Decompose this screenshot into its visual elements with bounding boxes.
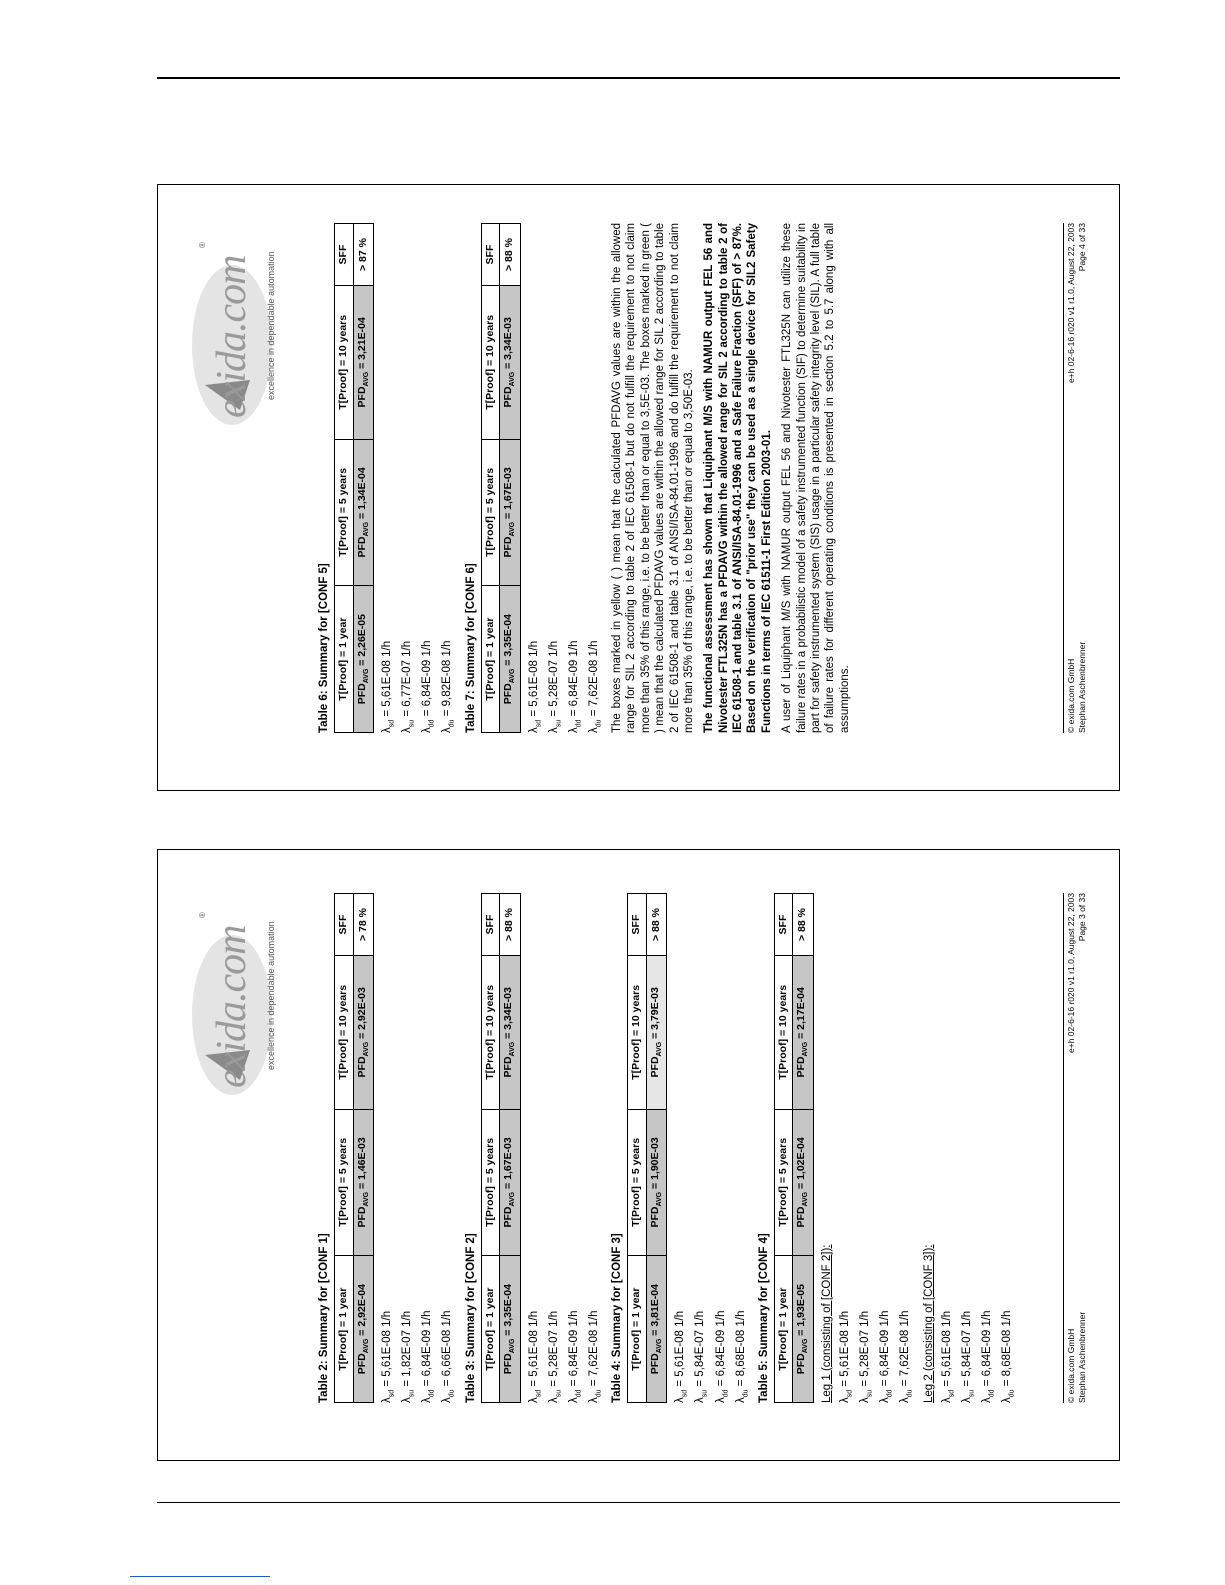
pfd-cell: $PFD_{AVG} = 2,92E-03$	[353, 956, 374, 1109]
lambda-sd: $\lambda_{sd} = 5,61E-08$ 1/h	[527, 640, 543, 733]
col-header: T[Proof] = 10 years	[774, 956, 792, 1109]
pfd-cell: $PFD_{AVG} = 2,26E-05$	[353, 586, 374, 733]
sff-cell: > 88 %	[500, 894, 521, 956]
pfd-cell: $PFD_{AVG} = 3,34E-03$	[500, 956, 521, 1109]
sff-cell: > 78 %	[353, 894, 374, 956]
col-header: T[Proof] = 5 years	[335, 439, 353, 586]
col-header: T[Proof] = 10 years	[335, 286, 353, 439]
page-footer	[1063, 223, 1087, 733]
col-header: T[Proof] = 5 years	[481, 1109, 499, 1256]
col-header: T[Proof] = 1 year	[335, 586, 353, 733]
col-header: T[Proof] = 5 years	[335, 1109, 353, 1256]
exida-logo	[180, 900, 290, 1110]
lambda-list	[527, 223, 604, 733]
lambda-dd: $\lambda_{dd} = 6,84E-09$ 1/h	[714, 1310, 729, 1403]
lambda-dd: $\lambda_{dd} = 6,84E-09$ 1/h	[421, 1310, 436, 1403]
logo-registered: ®	[198, 912, 207, 918]
pfd-cell: $PFD_{AVG} = 1,90E-03$	[646, 1109, 667, 1256]
footer-right: e+h 02-6-16 r020 v1 r1.0, August 22, 2003 Page 3 of 33	[1066, 893, 1087, 1053]
pfd-cell: $PFD_{AVG} = 3,34E-03$	[500, 286, 521, 439]
col-header: T[Proof] = 1 year	[774, 1256, 792, 1403]
col-header: SFF	[481, 224, 499, 286]
body-paragraph: A user of Liquiphant M/S with NAMUR output FEL 56 and Nivotester FTL325N can utilize these failure rates in a probabilistic model of a safety instrumented function (SIF) to determine suitability in part for safety instrumented system (SIS) usage in a particular safety integrity level (SIL). A full table of failure rates for different operating conditions is presented in section 5.2 to 5.7 along with all assumptions.	[781, 223, 851, 733]
footer-left: © exida.com GmbH Stephan Aschenbrenner	[1066, 1311, 1087, 1403]
col-header: T[Proof] = 10 years	[335, 956, 353, 1109]
table-caption: Table 6: Summary for [CONF 5]	[318, 563, 330, 733]
lambda-su: $\lambda_{su} = 1,82E-07$ 1/h	[401, 1310, 416, 1403]
page-3-frame	[157, 849, 1120, 1461]
page-4-body	[313, 223, 858, 733]
col-header: SFF	[481, 894, 499, 956]
lambda-sd: $\lambda_{sd} = 5,61E-08$ 1/h	[381, 640, 396, 733]
pfd-cell: $PFD_{AVG} = 3,35E-04$	[500, 586, 521, 733]
sff-cell: > 88 %	[793, 894, 814, 956]
page-footer	[1063, 893, 1087, 1403]
exida-logo	[180, 230, 290, 440]
pfd-cell: $PFD_{AVG} = 3,35E-04$	[500, 1256, 521, 1403]
pfd-cell: $PFD_{AVG} = 3,79E-03$	[646, 956, 667, 1109]
lambda-dd: $\lambda_{dd} = 6,84E-09$ 1/h	[567, 640, 583, 733]
table-caption: Table 3: Summary for [CONF 2]	[464, 1233, 477, 1403]
col-header: T[Proof] = 10 years	[481, 956, 499, 1109]
table-caption: Table 5: Summary for [CONF 4]	[757, 1233, 770, 1403]
logo-wordmark: exida.com	[209, 925, 255, 1088]
lambda-sd: $\lambda_{sd} = 5,61E-08$ 1/h	[381, 1310, 396, 1403]
pfd-cell: $PFD_{AVG} = 1,93E-05$	[793, 1256, 814, 1403]
logo-registered: ®	[198, 242, 207, 248]
lambda-list	[838, 893, 915, 1403]
lambda-su: $\lambda_{su} = 5,28E-07$ 1/h	[547, 1310, 563, 1403]
sff-cell: > 87 %	[353, 224, 374, 286]
lambda-su: $\lambda_{su} = 6,77E-07$ 1/h	[401, 640, 416, 733]
lambda-su: $\lambda_{su} = 5,84E-07$ 1/h	[960, 1310, 976, 1403]
sff-cell: > 88 %	[646, 894, 667, 956]
pfd-cell: $PFD_{AVG} = 3,21E-04$	[353, 286, 374, 439]
body-paragraph: The boxes marked in yellow ( ) mean that the calculated PFDAVG values are within the allowed range for SIL 2 according to table 2 of IEC 61508-1 but do not fulfill the requirement to not claim more than 35% of this range, i.e. to be better than or equal to 3,5E-03. The boxes marked in green ( ) mean that the calculated PFDAVG values are within the allowed range for SIL 2 according to table 2 of IEC 61508-1 and table 3.1 of ANSI/ISA-84.01-1996 and do fulfill the requirement to not claim more than 35% of this range, i.e. to be better than or equal to 3,50E-03.	[611, 223, 695, 733]
pfd-cell: $PFD_{AVG} = 1,67E-03$	[500, 1109, 521, 1256]
col-header: SFF	[774, 894, 792, 956]
page-4-frame	[157, 184, 1120, 791]
summary-table	[334, 223, 374, 733]
leg-heading: Leg 1 (consisting of [CONF 2]):	[820, 1244, 833, 1403]
conclusion-paragraph: The functional assessment has shown that Liquiphant M/S with NAMUR output FEL 56 and Nivotester FTL325N has a PFDAVG within the allowed range for SIL 2 according to table 2 of IEC 61508-1 and table 3.1 of ANSI/ISA-84.01-1996 and a Safe Failure Fraction (SFF) of > 87%. Based on the verification of "prior use" they can be used as a single device for SIL2 Safety Functions in terms of IEC 61511-1 First Edition 2003-01.	[703, 223, 773, 733]
lambda-du: $\lambda_{du} = 7,62E-08$ 1/h	[588, 640, 603, 733]
summary-table	[774, 893, 814, 1403]
lambda-du: $\lambda_{du} = 7,62E-08$ 1/h	[899, 1310, 914, 1403]
col-header: T[Proof] = 1 year	[481, 1256, 499, 1403]
lambda-dd: $\lambda_{dd} = 6,84E-09$ 1/h	[879, 1310, 894, 1403]
col-header: SFF	[335, 894, 353, 956]
pfd-cell: $PFD_{AVG} = 2,92E-04$	[353, 1256, 374, 1403]
table-caption: Table 2: Summary for [CONF 1]	[318, 1233, 330, 1403]
lambda-du: $\lambda_{du} = 8,68E-08$ 1/h	[734, 1310, 749, 1403]
logo-tagline: excellence in dependable automation	[266, 921, 276, 1070]
summary-table	[627, 893, 667, 1403]
summary-table	[481, 223, 521, 733]
lambda-sd: $\lambda_{sd} = 5,61E-08$ 1/h	[940, 1310, 956, 1403]
col-header: T[Proof] = 5 years	[774, 1109, 792, 1256]
lambda-list	[527, 893, 604, 1403]
pfd-cell: $PFD_{AVG} = 3,81E-04$	[646, 1256, 667, 1403]
footer-right: e+h 02-6-16 r020 v1 r1.0, August 22, 2003 Page 4 of 33	[1066, 223, 1087, 383]
lambda-sd: $\lambda_{sd} = 5,61E-08$ 1/h	[674, 1310, 689, 1403]
lambda-du: $\lambda_{du} = 7,62E-08$ 1/h	[588, 1310, 603, 1403]
footer-rule	[157, 1502, 1120, 1503]
col-header: T[Proof] = 1 year	[628, 1256, 646, 1403]
col-header: T[Proof] = 5 years	[628, 1109, 646, 1256]
logo-tagline: excellence in dependable automation	[266, 251, 276, 400]
summary-table	[481, 893, 521, 1403]
pfd-cell: $PFD_{AVG} = 1,02E-04$	[793, 1109, 814, 1256]
col-header: T[Proof] = 1 year	[481, 586, 499, 733]
page-3-body	[313, 893, 1023, 1403]
lambda-list	[673, 893, 750, 1403]
col-header: SFF	[335, 224, 353, 286]
col-header: T[Proof] = 10 years	[481, 286, 499, 439]
page-3	[158, 850, 1119, 1460]
footnote-separator	[130, 1576, 270, 1577]
lambda-list	[380, 893, 457, 1403]
lambda-du: $\lambda_{du} = 9,82E-08$ 1/h	[441, 640, 456, 733]
header-rule	[157, 77, 1120, 79]
logo-wordmark: exida.com	[209, 255, 255, 418]
lambda-su: $\lambda_{su} = 5,28E-07$ 1/h	[859, 1310, 874, 1403]
lambda-list	[380, 223, 457, 733]
pfd-cell: $PFD_{AVG} = 2,17E-04$	[793, 956, 814, 1109]
lambda-du: $\lambda_{du} = 6,66E-08$ 1/h	[441, 1310, 456, 1403]
lambda-dd: $\lambda_{dd} = 6,84E-09$ 1/h	[980, 1310, 996, 1403]
lambda-sd: $\lambda_{sd} = 5,61E-08$ 1/h	[839, 1310, 854, 1403]
summary-table	[334, 893, 374, 1403]
leg-heading: Leg 2 (consisting of [CONF 3]):	[922, 1244, 935, 1403]
lambda-su: $\lambda_{su} = 5,28E-07$ 1/h	[547, 640, 563, 733]
table-caption: Table 4: Summary for [CONF 3]	[611, 1233, 624, 1403]
pfd-cell: $PFD_{AVG} = 1,46E-03$	[353, 1109, 374, 1256]
pfd-cell: $PFD_{AVG} = 1,34E-04$	[353, 439, 374, 586]
col-header: T[Proof] = 1 year	[335, 1256, 353, 1403]
lambda-list	[940, 893, 1017, 1403]
lambda-dd: $\lambda_{dd} = 6,84E-09$ 1/h	[567, 1310, 583, 1403]
lambda-su: $\lambda_{su} = 5,84E-07$ 1/h	[694, 1310, 709, 1403]
footer-left: © exida.com GmbH Stephan Aschenbrenner	[1066, 641, 1087, 733]
lambda-dd: $\lambda_{dd} = 6,84E-09$ 1/h	[421, 640, 436, 733]
table-caption: Table 7: Summary for [CONF 6]	[464, 563, 477, 733]
lambda-sd: $\lambda_{sd} = 5,61E-08$ 1/h	[527, 1310, 543, 1403]
col-header: T[Proof] = 10 years	[628, 956, 646, 1109]
lambda-du: $\lambda_{du} = 8,68E-08$ 1/h	[1001, 1310, 1016, 1403]
sff-cell: > 88 %	[500, 224, 521, 286]
col-header: T[Proof] = 5 years	[481, 439, 499, 586]
page-4	[158, 185, 1119, 790]
col-header: SFF	[628, 894, 646, 956]
pfd-cell: $PFD_{AVG} = 1,67E-03$	[500, 439, 521, 586]
